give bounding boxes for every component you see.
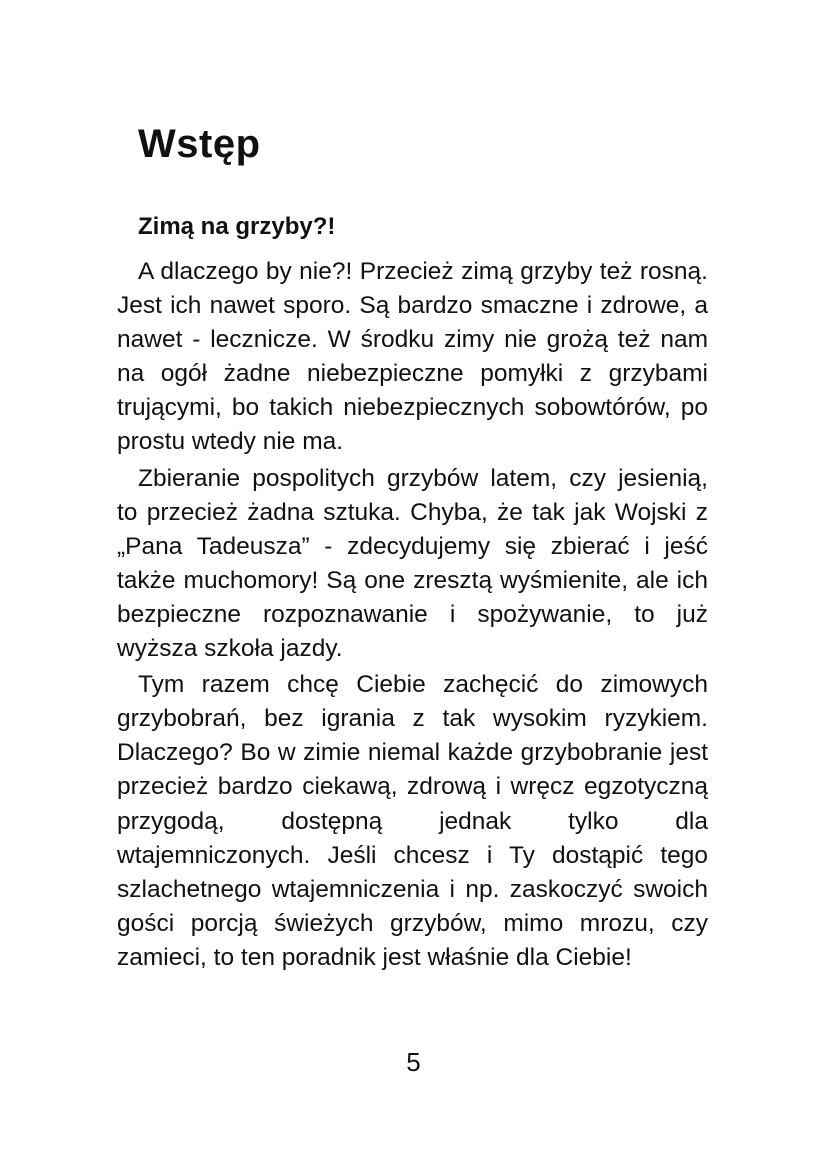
paragraph-1: A dlaczego by nie?! Przecież zimą grzyby też rosną. Jest ich nawet sporo. Są bardzo smaczne i zdrowe, a nawet - lecznicze. W środku zimy nie grożą też nam na ogół żadne niebezpieczne pomyłki z grzybami trującymi, bo takich niebezpiecznych sobowtórów, po prostu wtedy nie ma. [117, 258, 708, 456]
body-text [117, 255, 708, 975]
paragraph-3: Tym razem chcę Ciebie zachęcić do zimowych grzybobrań, bez igrania z tak wysokim ryzykiem. Dlaczego? Bo w zimie niemal każde grzybobranie jest przecież bardzo ciekawą, zdrową i wręcz egzotyczną przygodą, dostępną jednak tylko dla wtajemniczonych. Jeśli chcesz i Ty dostąpić tego szlachetnego wtajemniczenia i np. zaskoczyć swoich gości porcją świeżych grzybów, mimo mrozu, czy zamieci, to ten poradnik jest właśnie dla Ciebie! [117, 671, 708, 971]
section-title: Zimą na grzyby?! [138, 213, 336, 240]
page-number: 5 [406, 1047, 421, 1077]
chapter-title: Wstęp [138, 122, 261, 166]
paragraph-2: Zbieranie pospolitych grzybów latem, czy jesienią, to przecież żadna sztuka. Chyba, że tak jak Wojski z „Pana Tadeusza” - zdecydujemy się zbierać i jeść także muchomory! Są one zresztą wyśmienite, ale ich bezpieczne rozpoznawanie i spożywanie, to już wyższa szkoła jazdy. [117, 464, 708, 663]
